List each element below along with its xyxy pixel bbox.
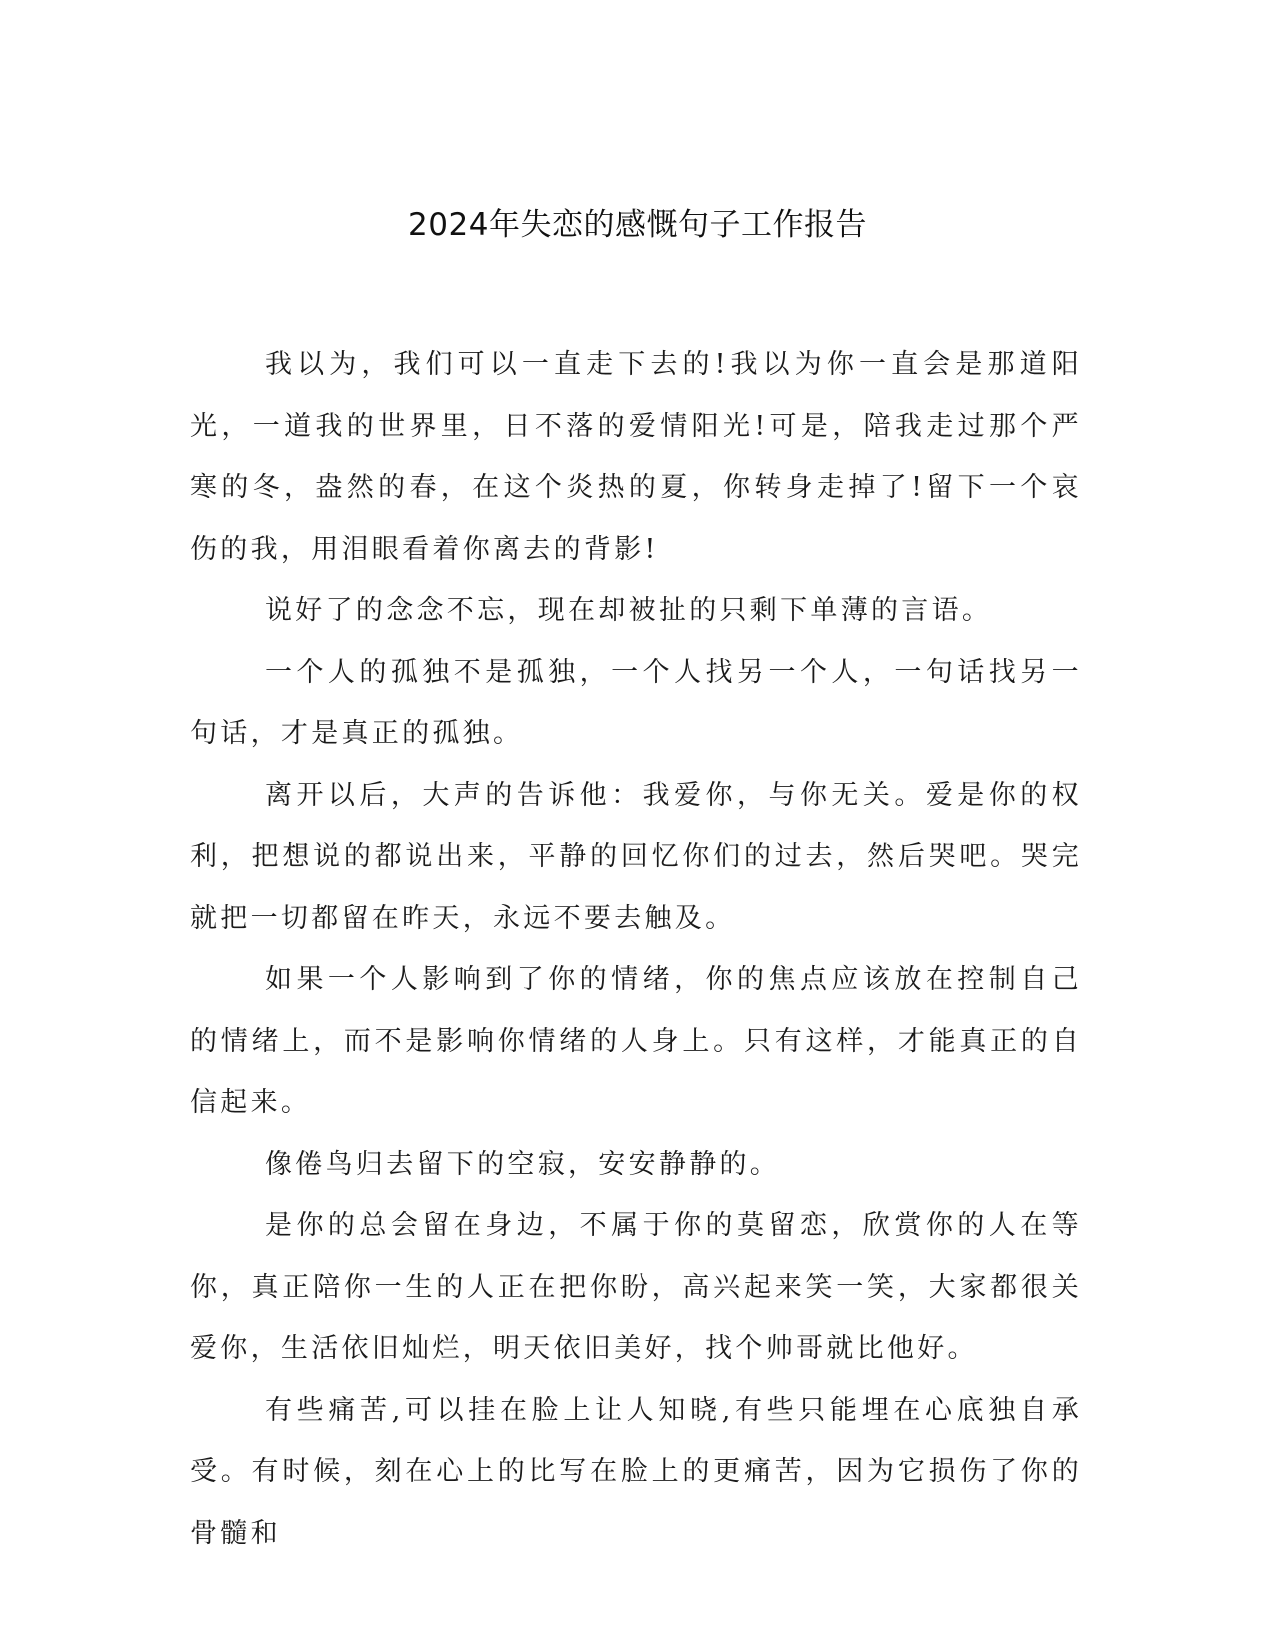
paragraph: 我以为，我们可以一直走下去的!我以为你一直会是那道阳光，一道我的世界里，日不落的爱情阳光!可是，陪我走过那个严寒的冬，盎然的春，在这个炎热的夏，你转身走掉了!留下一个哀伤的我，用泪眼看着你离去的背影! [190, 349, 1082, 565]
paragraph: 说好了的念念不忘，现在却被扯的只剩下单薄的言语。 [265, 595, 993, 626]
paragraph: 是你的总会留在身边，不属于你的莫留恋，欣赏你的人在等你，真正陪你一生的人正在把你盼，高兴起来笑一笑，大家都很关爱你，生活依旧灿烂，明天依旧美好，找个帅哥就比他好。 [190, 1210, 1082, 1364]
paragraph: 有些痛苦,可以挂在脸上让人知晓,有些只能埋在心底独自承受。有时候，刻在心上的比写在脸上的更痛苦，因为它损伤了你的骨髓和 [190, 1394, 1082, 1549]
paragraph: 一个人的孤独不是孤独，一个人找另一个人，一句话找另一句话，才是真正的孤独。 [190, 656, 1082, 749]
document-body [190, 334, 1082, 1564]
document-title: 2024年失恋的感慨句子工作报告 [408, 207, 867, 243]
paragraph: 离开以后，大声的告诉他：我爱你，与你无关。爱是你的权利，把想说的都说出来，平静的回忆你们的过去，然后哭吧。哭完就把一切都留在昨天，永远不要去触及。 [190, 779, 1082, 934]
paragraph: 像倦鸟归去留下的空寂，安安静静的。 [265, 1148, 781, 1180]
paragraph: 如果一个人影响到了你的情绪，你的焦点应该放在控制自己的情绪上，而不是影响你情绪的人身上。只有这样，才能真正的自信起来。 [190, 964, 1082, 1118]
